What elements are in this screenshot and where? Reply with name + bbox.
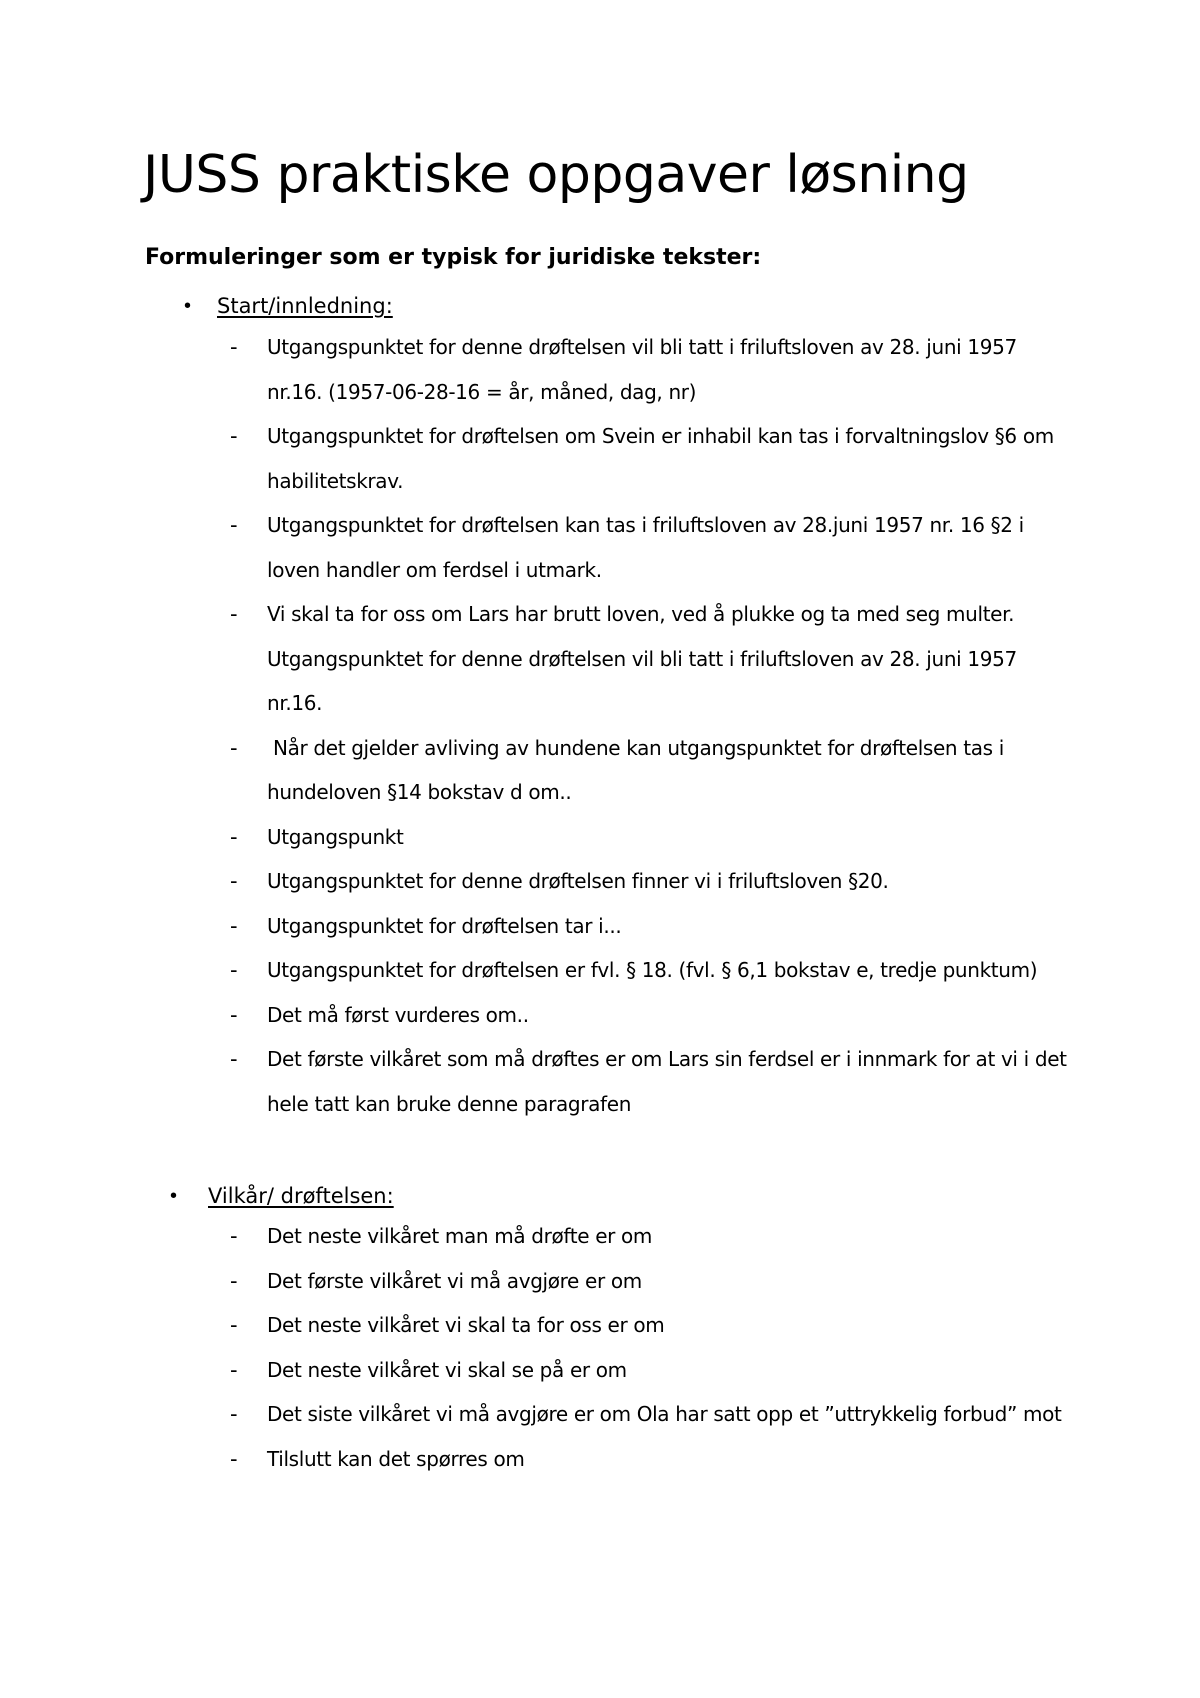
list-item	[0, 325, 1200, 414]
list-item-text: Utgangspunktet for denne drøftelsen finner vi i friluftsloven §20.	[267, 869, 889, 893]
list-item-text: Det første vilkåret som må drøftes er om Lars sin ferdsel er i innmark for at vi i det hele tatt kan bruke denne paragrafen	[267, 1047, 1067, 1116]
list-item-text: Utgangspunktet for drøftelsen tar i...	[267, 913, 622, 938]
list-item-text: Det siste vilkåret vi må avgjøre er om Ola har satt opp et ”uttrykkelig forbud” mot	[267, 1402, 1062, 1426]
dash-marker: -	[230, 1357, 238, 1382]
dash-marker: -	[230, 958, 238, 982]
section-heading: Vilkår/ drøftelsen:	[208, 1184, 394, 1208]
list-item-text: Det neste vilkåret vi skal ta for oss er om	[267, 1313, 665, 1337]
list-item	[0, 1392, 1200, 1437]
list-item	[0, 726, 1200, 815]
dash-marker: -	[230, 913, 238, 938]
list-item	[0, 503, 1200, 592]
list-item	[0, 1348, 1200, 1393]
list-item	[0, 414, 1200, 503]
list-item	[0, 993, 1200, 1038]
dash-marker: -	[230, 1313, 238, 1337]
dash-marker: -	[230, 869, 238, 893]
list-item-text: Utgangspunktet for drøftelsen er fvl. § 18. (fvl. § 6,1 bokstav e, tredje punktum)	[267, 958, 1038, 982]
list-item-text: Utgangspunktet for drøftelsen kan tas i friluftsloven av 28.juni 1957 nr. 16 §2 i loven handler om ferdsel i utmark.	[267, 513, 1024, 582]
list-item-text: Tilslutt kan det spørres om	[267, 1446, 525, 1471]
section-heading: Start/innledning:	[217, 294, 393, 318]
dash-marker: -	[230, 513, 238, 537]
dash-marker: -	[230, 1224, 238, 1248]
list-item-text: Utgangspunktet for denne drøftelsen vil bli tatt i friluftsloven av 28. juni 1957 nr.16. (1957-06-28-16 = år, måned, dag, nr)	[267, 335, 1017, 404]
list-item-text: Det første vilkåret vi må avgjøre er om	[267, 1268, 642, 1293]
list-item-text: Utgangspunktet for drøftelsen om Svein er inhabil kan tas i forvaltningslov §6 om habilitetskrav.	[267, 424, 1054, 493]
list-item-text: Det neste vilkåret vi skal se på er om	[267, 1357, 627, 1382]
dash-marker: -	[230, 424, 238, 448]
list-item	[0, 1214, 1200, 1259]
document-title: JUSS praktiske oppgaver løsning	[143, 145, 969, 205]
dash-marker: -	[230, 735, 238, 760]
dash-marker: -	[230, 824, 238, 849]
list-item	[0, 1037, 1200, 1126]
list-item-text: Utgangspunkt	[267, 824, 404, 849]
list-item-text: Det neste vilkåret man må drøfte er om	[267, 1224, 653, 1248]
list-item-text: Det må først vurderes om..	[267, 1002, 529, 1027]
dash-marker: -	[230, 1402, 238, 1426]
list-item-text: Når det gjelder avliving av hundene kan utgangspunktet for drøftelsen tas i hundeloven §14 bokstav d om..	[267, 735, 1010, 804]
bullet-icon: •	[170, 1185, 178, 1207]
list-item-text: Vi skal ta for oss om Lars har brutt loven, ved å plukke og ta med seg multer. Utgangspunktet for denne drøftelsen vil bli tatt i friluftsloven av 28. juni 1957 nr.16.	[267, 602, 1017, 715]
dash-marker: -	[230, 1446, 238, 1471]
list-item	[0, 1437, 1200, 1482]
dash-marker: -	[230, 335, 238, 359]
list-item	[0, 859, 1200, 904]
list-item	[0, 904, 1200, 949]
dash-marker: -	[230, 1047, 238, 1071]
dash-marker: -	[230, 602, 238, 626]
list-item	[0, 1259, 1200, 1304]
bullet-icon: •	[184, 295, 192, 317]
list-item	[0, 815, 1200, 860]
dash-marker: -	[230, 1002, 238, 1027]
list-item	[0, 1303, 1200, 1348]
list-item	[0, 592, 1200, 726]
list-item	[0, 948, 1200, 993]
item-list	[0, 1214, 1200, 1481]
document-subtitle: Formuleringer som er typisk for juridiske tekster:	[145, 245, 762, 270]
dash-marker: -	[230, 1268, 238, 1293]
item-list	[0, 325, 1200, 1126]
